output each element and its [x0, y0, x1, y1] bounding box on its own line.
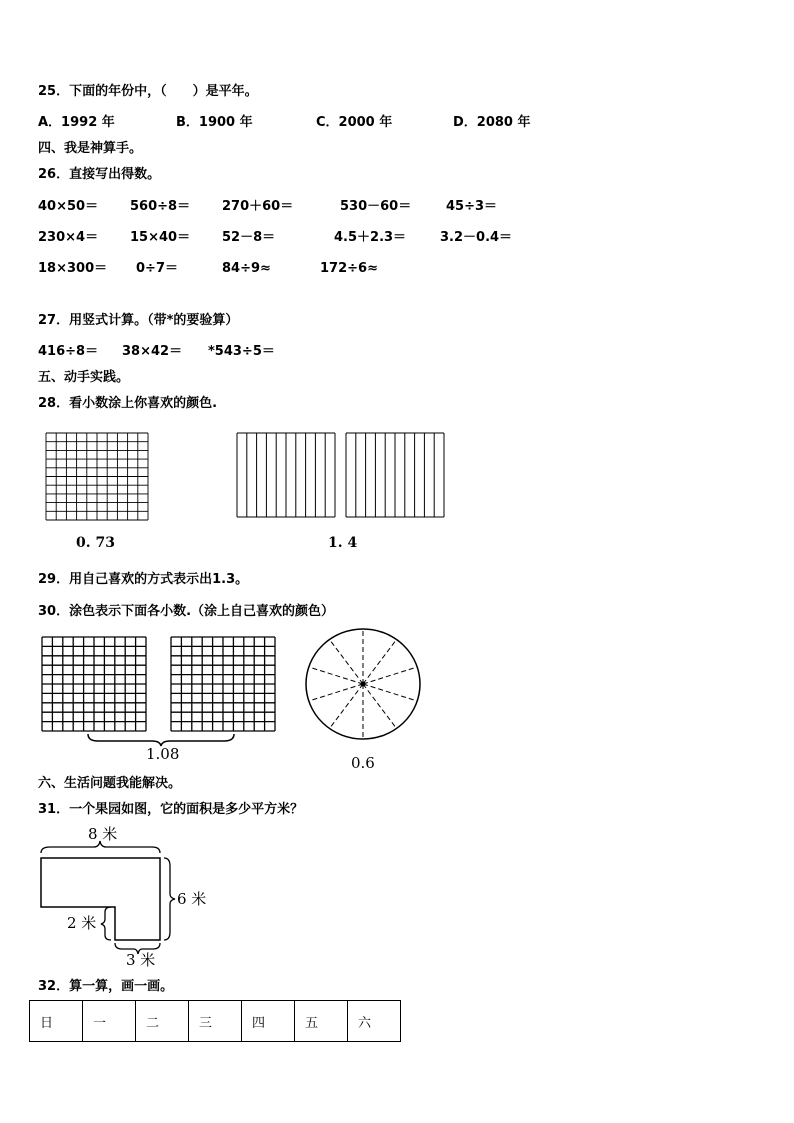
q31-dim-notch: 2 米 — [67, 914, 97, 932]
weekday-cell[interactable]: 三 — [189, 1001, 242, 1042]
q31-dim-bottom: 3 米 — [126, 951, 156, 969]
q32-weekday-table — [29, 1000, 401, 1042]
q30-label-circle: 0.6 — [351, 754, 375, 772]
q32-title: 32．算一算，画一画。 — [38, 979, 174, 994]
q26-item: 560÷8＝ — [130, 199, 191, 214]
q27-title: 27．用竖式计算。（带*的要验算） — [38, 313, 239, 328]
q29-title: 29．用自己喜欢的方式表示出1.3。 — [38, 572, 249, 587]
section-6-heading: 六、生活问题我能解决。 — [38, 776, 182, 791]
q30-label-grids: 1.08 — [146, 745, 180, 763]
q28-hundred-grid[interactable] — [45, 432, 149, 521]
q28-label-right: 1. 4 — [328, 535, 358, 551]
weekday-cell[interactable]: 日 — [30, 1001, 83, 1042]
q26-item: 40×50＝ — [38, 199, 99, 214]
q26-item: 0÷7＝ — [136, 261, 178, 276]
q25-option-c: C．2000 年 — [316, 115, 393, 130]
q26-item: 3.2－0.4＝ — [440, 230, 513, 245]
q26-item: 530－60＝ — [340, 199, 412, 214]
q30-circle[interactable] — [304, 627, 424, 743]
q31-dim-right: 6 米 — [177, 890, 207, 908]
weekday-cell[interactable]: 四 — [242, 1001, 295, 1042]
q26-item: 18×300＝ — [38, 261, 108, 276]
weekday-cell[interactable]: 六 — [348, 1001, 401, 1042]
q26-item: 15×40＝ — [130, 230, 191, 245]
section-5-heading: 五、动手实践。 — [38, 370, 130, 385]
weekday-cell[interactable]: 二 — [136, 1001, 189, 1042]
q25-title: 25．下面的年份中，（ ）是平年。 — [38, 84, 258, 99]
q30-title: 30．涂色表示下面各小数.（涂上自己喜欢的颜色） — [38, 604, 335, 619]
q25-option-a: A．1992 年 — [38, 115, 115, 130]
q31-dim-top: 8 米 — [88, 825, 118, 843]
section-4-heading: 四、我是神算手。 — [38, 141, 143, 156]
weekday-cell[interactable]: 五 — [295, 1001, 348, 1042]
q26-item: 230×4＝ — [38, 230, 99, 245]
q28-tenths-strip-1[interactable] — [236, 432, 336, 518]
q26-item: 52－8＝ — [222, 230, 276, 245]
q26-item: 84÷9≈ — [222, 261, 271, 276]
q27-item: 38×42＝ — [122, 344, 183, 359]
q26-item: 172÷6≈ — [320, 261, 378, 276]
q27-item: 416÷8＝ — [38, 344, 99, 359]
q25-option-b: B．1900 年 — [176, 115, 253, 130]
q26-item: 4.5＋2.3＝ — [334, 230, 407, 245]
q26-title: 26．直接写出得数。 — [38, 167, 161, 182]
q26-item: 45÷3＝ — [446, 199, 498, 214]
q25-option-d: D．2080 年 — [453, 115, 531, 130]
weekday-cell[interactable]: 一 — [83, 1001, 136, 1042]
q27-item: *543÷5＝ — [208, 344, 275, 359]
q26-item: 270＋60＝ — [222, 199, 294, 214]
q30-hundred-grid-2[interactable] — [170, 636, 276, 732]
q28-tenths-strip-2[interactable] — [345, 432, 445, 518]
q28-title: 28．看小数涂上你喜欢的颜色. — [38, 396, 218, 411]
q28-label-left: 0. 73 — [76, 535, 115, 551]
q31-title: 31．一个果园如图，它的面积是多少平方米？ — [38, 802, 304, 817]
q30-hundred-grid-1[interactable] — [41, 636, 147, 732]
